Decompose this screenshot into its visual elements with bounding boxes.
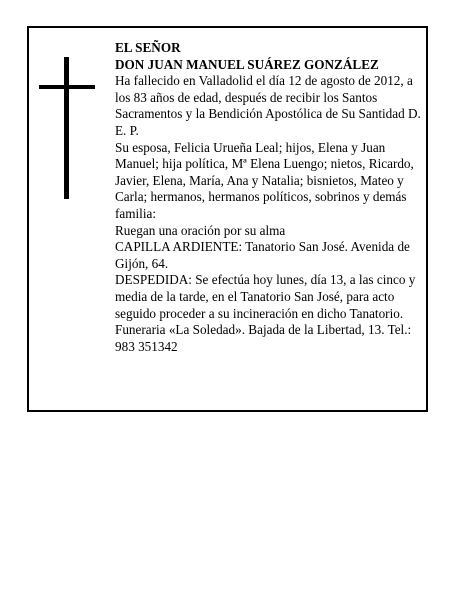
funeral-home-info: Funeraria «La Soledad». Bajada de la Libertad, 13. Tel.: 983 351342 xyxy=(115,322,412,354)
notice-body xyxy=(115,40,423,355)
cross-horizontal-bar xyxy=(39,85,95,89)
farewell-info: DESPEDIDA: Se efectúa hoy lunes, día 13, a las cinco y media de la tarde, en el Tanatorio San José, para acto seguido proceder a su incineración en dicho Tanatorio. xyxy=(115,272,416,321)
cross-icon xyxy=(39,57,95,199)
death-announcement: Ha fallecido en Valladolid el día 12 de agosto de 2012, a los 83 años de edad, después de recibir los Santos Sacramentos y la Bendición Apostólica de Su Santidad D. E. P. xyxy=(115,73,421,138)
prayer-request: Ruegan una oración por su alma xyxy=(115,222,286,238)
honorific-heading: EL SEÑOR xyxy=(115,40,181,55)
chapel-info: CAPILLA ARDIENTE: Tanatorio San José. Avenida de Gijón, 64. xyxy=(115,239,410,271)
deceased-name: DON JUAN MANUEL SUÁREZ GONZÁLEZ xyxy=(115,56,379,72)
obituary-notice xyxy=(27,26,428,412)
cross-vertical-bar xyxy=(64,57,69,199)
family-list: Su esposa, Felicia Urueña Leal; hijos, Elena y Juan Manuel; hija política, Mª Elena Luengo; nietos, Ricardo, Javier, Elena, María, Ana y Natalia; bisnietos, Mateo y Carla; hermanos, hermanos políticos, sobrinos y demás familia: xyxy=(115,139,414,221)
